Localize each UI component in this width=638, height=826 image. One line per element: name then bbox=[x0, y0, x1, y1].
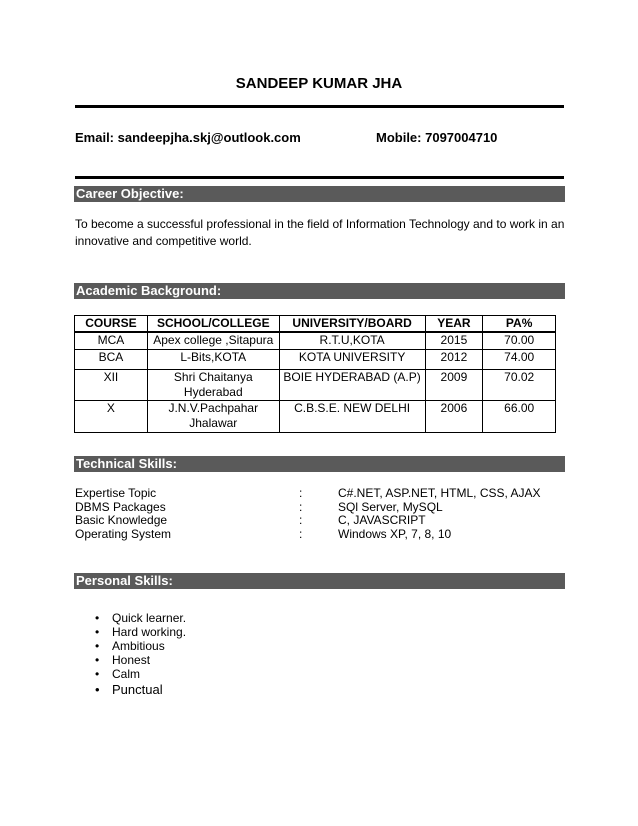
career-objective-heading: Career Objective: bbox=[74, 186, 565, 202]
percentage-cell: 74.00 bbox=[483, 349, 556, 369]
bullet-icon: • bbox=[95, 611, 100, 625]
percentage-cell: 66.00 bbox=[483, 400, 556, 432]
personal-skills-list bbox=[75, 611, 186, 698]
list-item bbox=[75, 611, 186, 625]
candidate-name: SANDEEP KUMAR JHA bbox=[235, 75, 403, 92]
skill-key: Basic Knowledge bbox=[75, 513, 168, 527]
university-cell: BOIE HYDERABAD (A.P) bbox=[279, 369, 425, 400]
list-item bbox=[75, 514, 565, 528]
column-header-course: COURSE bbox=[75, 316, 148, 333]
skill-separator: : bbox=[299, 513, 303, 527]
skill-separator: : bbox=[299, 499, 303, 514]
year-cell: 2006 bbox=[425, 400, 483, 432]
table-row bbox=[75, 369, 556, 400]
skill-value: C, JAVASCRIPT bbox=[338, 513, 426, 527]
academic-table-header-row bbox=[75, 316, 556, 333]
bullet-icon: • bbox=[95, 653, 100, 667]
school-cell: J.N.V.Pachpahar Jhalawar bbox=[147, 400, 279, 432]
list-item bbox=[75, 667, 186, 681]
list-item bbox=[75, 487, 565, 501]
skill-separator: : bbox=[299, 526, 303, 541]
table-row bbox=[75, 349, 556, 369]
skill-value: Windows XP, 7, 8, 10 bbox=[338, 526, 452, 541]
skill-key: DBMS Packages bbox=[75, 499, 166, 514]
bullet-icon: • bbox=[95, 639, 100, 653]
personal-skill: Honest bbox=[112, 653, 151, 667]
bullet-icon: • bbox=[95, 625, 100, 639]
school-cell: L-Bits,KOTA bbox=[147, 349, 279, 369]
list-item bbox=[75, 639, 186, 653]
academic-background-heading: Academic Background: bbox=[74, 283, 565, 299]
column-header-percentage: PA% bbox=[483, 316, 556, 333]
column-header-university: UNIVERSITY/BOARD bbox=[279, 316, 425, 333]
course-cell: XII bbox=[75, 369, 148, 400]
year-cell: 2015 bbox=[425, 332, 483, 349]
year-cell: 2012 bbox=[425, 349, 483, 369]
list-item bbox=[75, 681, 186, 698]
course-cell: BCA bbox=[75, 349, 148, 369]
personal-skill: Punctual bbox=[112, 682, 163, 697]
email-text: Email: sandeepjha.skj@outlook.com bbox=[75, 130, 301, 145]
skill-value: C#.NET, ASP.NET, HTML, CSS, AJAX bbox=[338, 486, 541, 500]
personal-skills-heading: Personal Skills: bbox=[74, 573, 565, 589]
university-cell: C.B.S.E. NEW DELHI bbox=[279, 400, 425, 432]
personal-skill: Calm bbox=[112, 667, 141, 681]
column-header-year: YEAR bbox=[425, 316, 483, 333]
school-cell: Apex college ,Sitapura bbox=[147, 332, 279, 349]
year-cell: 2009 bbox=[425, 369, 483, 400]
skill-key: Expertise Topic bbox=[75, 486, 157, 500]
course-cell: X bbox=[75, 400, 148, 432]
technical-skills-list bbox=[75, 487, 565, 541]
list-item bbox=[75, 625, 186, 639]
bullet-icon: • bbox=[95, 667, 100, 681]
academic-table bbox=[74, 315, 556, 433]
career-objective-text: To become a successful professional in the field of Information Technology and to work in an innovative and competitive world. bbox=[75, 217, 565, 248]
percentage-cell: 70.00 bbox=[483, 332, 556, 349]
bullet-icon: • bbox=[95, 682, 100, 697]
percentage-cell: 70.02 bbox=[483, 369, 556, 400]
skill-key: Operating System bbox=[75, 526, 172, 541]
column-header-school: SCHOOL/COLLEGE bbox=[147, 316, 279, 333]
list-item bbox=[75, 501, 565, 515]
skill-separator: : bbox=[299, 486, 303, 500]
table-row bbox=[75, 400, 556, 432]
contact-rule bbox=[75, 176, 564, 179]
course-cell: MCA bbox=[75, 332, 148, 349]
school-cell: Shri Chaitanya Hyderabad bbox=[147, 369, 279, 400]
personal-skill: Ambitious bbox=[112, 639, 165, 653]
technical-skills-heading: Technical Skills: bbox=[74, 456, 565, 472]
skill-value: SQl Server, MySQL bbox=[338, 499, 443, 514]
top-rule bbox=[75, 105, 564, 108]
mobile-text: Mobile: 7097004710 bbox=[376, 130, 498, 145]
university-cell: KOTA UNIVERSITY bbox=[279, 349, 425, 369]
table-row bbox=[75, 332, 556, 349]
university-cell: R.T.U,KOTA bbox=[279, 332, 425, 349]
list-item bbox=[75, 528, 565, 542]
list-item bbox=[75, 653, 186, 667]
personal-skill: Hard working. bbox=[112, 625, 187, 639]
personal-skill: Quick learner. bbox=[112, 611, 187, 625]
